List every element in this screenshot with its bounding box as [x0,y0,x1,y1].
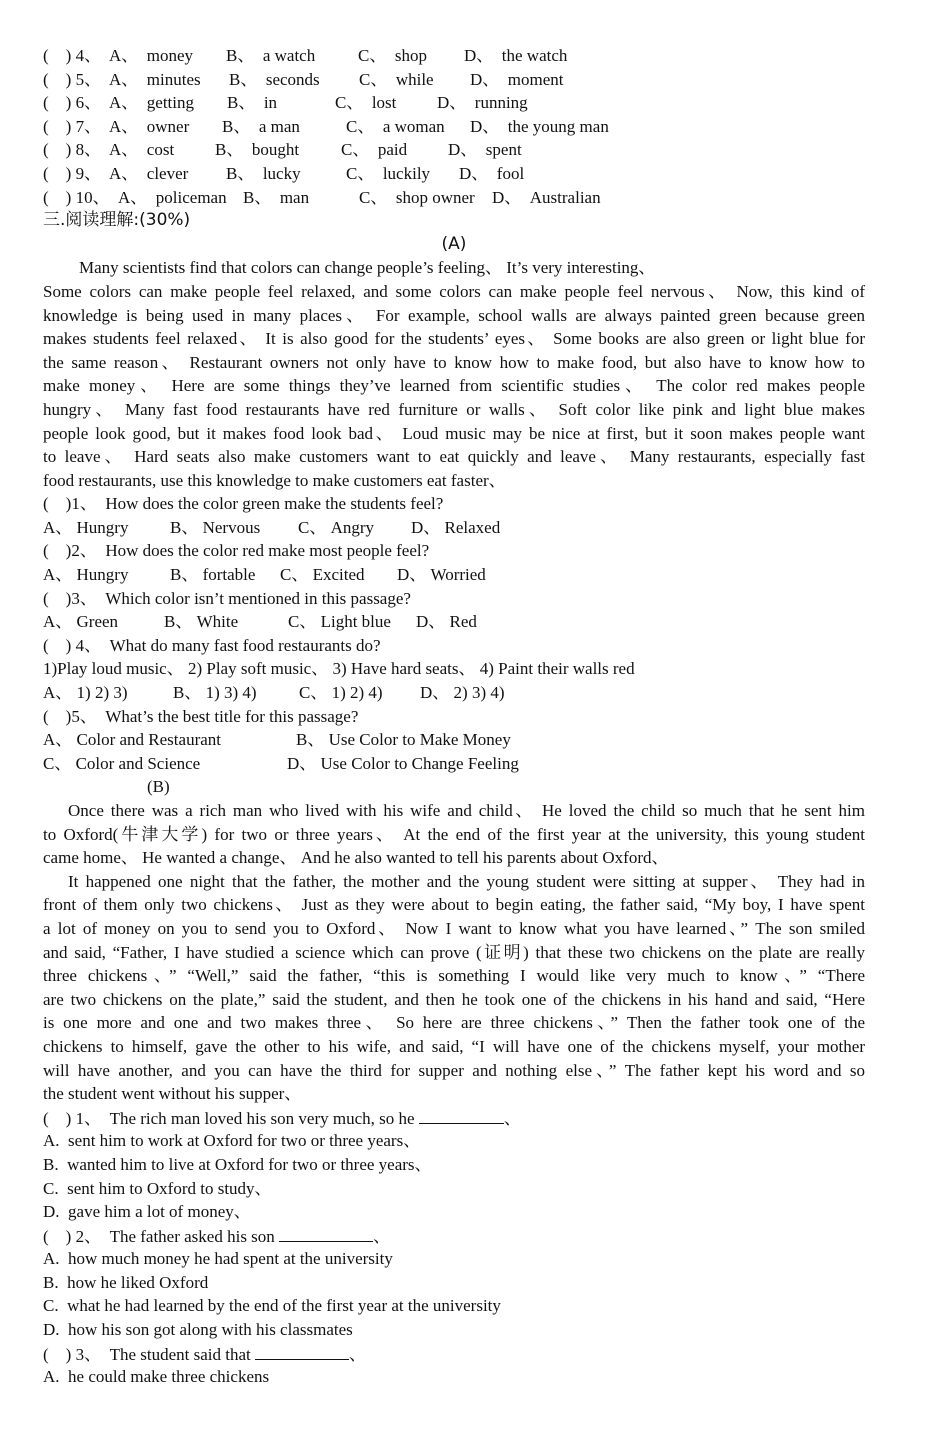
passage-line: chickens to himself, gave the other to his wife, and said, “I will have one of the chickens myself, your mother [43,1036,865,1056]
passage-line: are two chickens on the plate,” said the student, and then he took one of the chickens in his hand and said, “Here [43,989,865,1009]
passage-line: people look good, but it makes food look bad、 Loud music may be nice at first, but it soon makes people want [43,423,865,443]
passage-line: a lot of money on you to send you to Oxford、 Now I want to know what you have learned、” The son smiled [43,918,865,938]
passage-a-questions [43,492,865,775]
passage-line: to leave、 Hard seats also make customers want to eat quickly and leave、 Many restaurants, especially fast [43,447,865,467]
question-options: A、 1) 2) 3) B、 1) 3) 4) C、 1) 2) 4) D、 2) 3) 4) [43,683,505,703]
question: ( )2、 How does the color red make most people feel? [43,541,430,561]
question-options: A、 Hungry B、 Nervous C、 Angry D、 Relaxed [43,517,501,537]
passage-a-text [43,256,865,492]
cloze-row: ( ) 10、 A、 policeman B、 man C、 shop owner D、 Australian [43,187,601,207]
passage-line: the student went without his supper、 [43,1084,302,1104]
cloze-row: ( ) 5、 A、 minutes B、 seconds C、 while D、 moment [43,69,564,89]
cloze-options [43,44,865,209]
question-options: A、 Green B、 White C、 Light blue D、 Red [43,612,477,632]
option: B. wanted him to live at Oxford for two or three years、 [43,1154,432,1174]
passage-line: the same reason、 Restaurant owners not only have to know how to make food, but also have to know how to [43,352,865,372]
worksheet-page [43,44,865,1389]
question: ( )5、 What’s the best title for this passage? [43,706,359,726]
passage-line: It happened one night that the father, the mother and the young student were sitting at supper、 They had in [68,871,865,891]
passage-line: Once there was a rich man who lived with his wife and child、 He loved the child so much that he sent him [68,801,865,820]
cloze-row: ( ) 6、 A、 getting B、 in C、 lost D、 running [43,93,528,113]
passage-line: will have another, and you can have the third for supper and nothing else、” The father kept his word and so [43,1060,865,1080]
passage-line: make money、 Here are some things they’ve learned from scientific studies、 The color red makes people [43,376,865,396]
question: ( ) 2、 The father asked his son 、 [43,1224,865,1248]
passage-line: food restaurants, use this knowledge to make customers eat faster、 [43,470,506,490]
passage-line: to Oxford(牛津大学) for two or three years、 At the end of the first year at the university, this young student [43,824,865,844]
passage-line: and said, “Father, I have studied a science which can prove (证明) that these two chickens on the plate are really [43,942,865,962]
passage-line: knowledge is being used in many places、 For example, school walls are always painted green because green [43,305,865,325]
question: ( ) 4、 What do many fast food restaurants do? [43,635,381,655]
question-items: 1)Play loud music、 2) Play soft music、 3) Have hard seats、 4) Paint their walls red [43,659,635,679]
question: ( ) 3、 The student said that 、 [43,1342,865,1366]
passage-line: makes students feel relaxed、 It is also good for the students’ eyes、 Some books are also green or light blue for [43,329,865,349]
option: A. he could make three chickens [43,1367,270,1387]
passage-line: Some colors can make people feel relaxed, and some colors can make people feel nervous、 Now, this kind of [43,281,865,301]
passage-line: came home、 He wanted a change、 And he also wanted to tell his parents about Oxford、 [43,848,669,868]
passage-line: three chickens、” “Well,” said the father, “this is something I would like very much to know、” “There [43,966,865,986]
option: D. how his son got along with his classmates [43,1320,353,1340]
question-options: A、 Hungry B、 fortable C、 Excited D、 Worried [43,565,486,585]
question-options: A、 Color and Restaurant B、 Use Color to Make Money [43,730,511,750]
option: A. how much money he had spent at the university [43,1249,393,1269]
passage-line: Many scientists find that colors can change people’s feeling、 It’s very interesting、 [79,258,656,278]
passage-b-label: (B) [147,777,170,797]
question: ( )1、 How does the color green make the students feel? [43,494,444,514]
cloze-row: ( ) 9、 A、 clever B、 lucky C、 luckily D、 fool [43,163,525,183]
section-title: 三.阅读理解:(30%) [43,210,191,231]
question-options: C、 Color and Science D、 Use Color to Change Feeling [43,753,519,773]
passage-a-label: (A) [441,233,467,254]
cloze-row: ( ) 8、 A、 cost B、 bought C、 paid D、 spent [43,140,522,160]
question: ( ) 1、 The rich man loved his son very much, so he 、 [43,1106,865,1130]
passage-line: front of them only two chickens、 Just as they were about to begin eating, the father said, “My boy, I have spent [43,895,865,915]
passage-b-text [43,799,865,1106]
passage-b-questions [43,1106,865,1389]
option: D. gave him a lot of money、 [43,1202,251,1222]
option: A. sent him to work at Oxford for two or three years、 [43,1131,421,1151]
cloze-row: ( ) 4、 A、 money B、 a watch C、 shop D、 the watch [43,46,568,65]
option: C. sent him to Oxford to study、 [43,1178,272,1198]
answer-blank[interactable] [419,1106,504,1124]
answer-blank[interactable] [255,1342,349,1360]
answer-blank[interactable] [279,1224,373,1242]
option: C. what he had learned by the end of the first year at the university [43,1296,501,1316]
passage-line: is one more and one and two makes three、 So here are three chickens、” Then the father took one of the [43,1013,865,1033]
passage-line: hungry、 Many fast food restaurants have red furniture or walls、 Soft color like pink and light blue makes [43,399,865,419]
question: ( )3、 Which color isn’t mentioned in this passage? [43,588,411,608]
cloze-row: ( ) 7、 A、 owner B、 a man C、 a woman D、 the young man [43,116,609,136]
option: B. how he liked Oxford [43,1272,209,1292]
